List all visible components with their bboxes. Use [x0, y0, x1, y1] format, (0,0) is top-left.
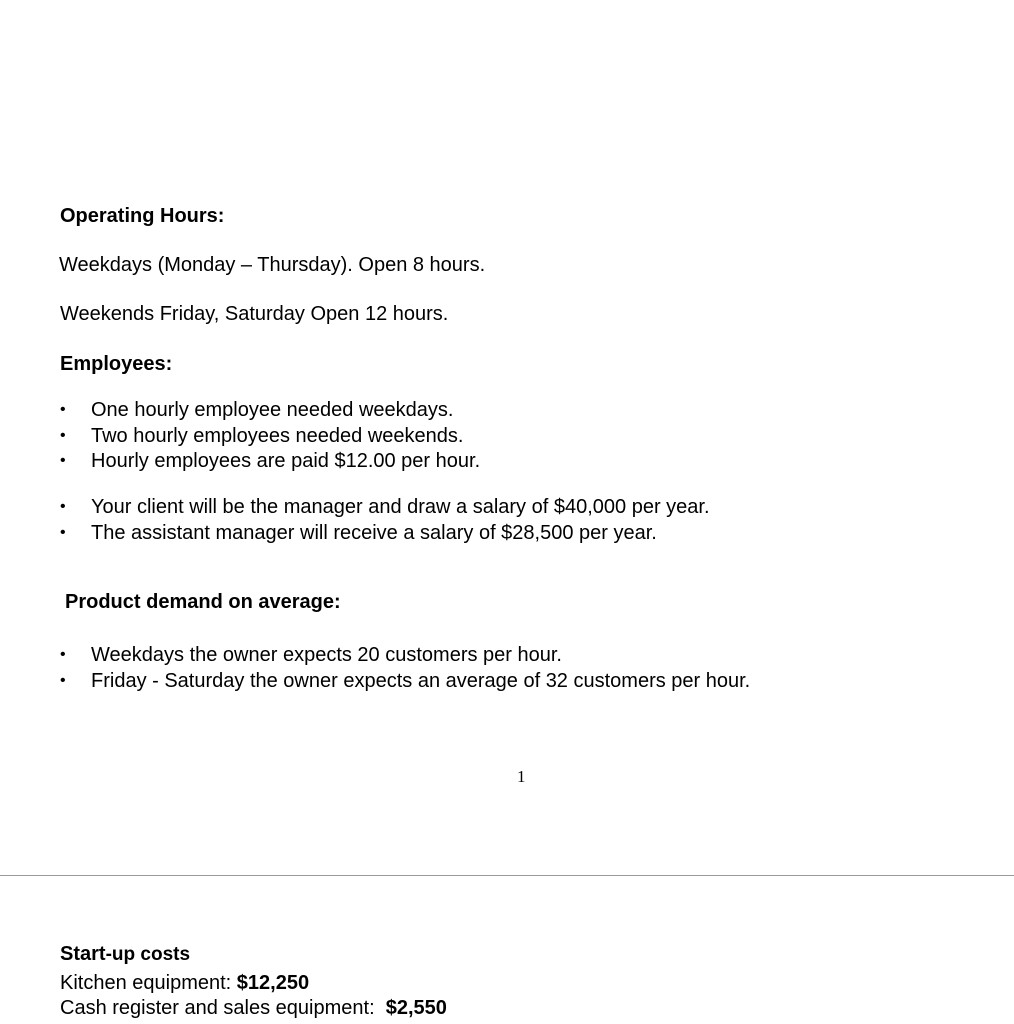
bullet-icon: •: [60, 426, 66, 444]
bullet-icon: •: [60, 452, 66, 469]
product-demand-heading: Product demand on average:: [65, 591, 341, 613]
list-item-text: Weekdays the owner expects 20 customers per hour.: [91, 644, 562, 666]
employees-heading: Employees:: [60, 353, 173, 375]
page-number: 1: [517, 767, 526, 786]
bullet-icon: •: [60, 523, 66, 541]
list-item-text: Friday - Saturday the owner expects an average of 32 customers per hour.: [91, 669, 751, 692]
list-item-text: The assistant manager will receive a salary of $28,500 per year.: [91, 521, 657, 544]
cash-register-line: [60, 996, 447, 1020]
list-item: [58, 449, 480, 475]
document-page-2: [0, 876, 1014, 1024]
list-item-text: Your client will be the manager and draw a salary of $40,000 per year.: [91, 496, 710, 518]
employees-hourly-list: [58, 398, 480, 475]
list-item: [58, 643, 750, 669]
kitchen-equipment-label: Kitchen equipment:: [60, 972, 237, 994]
list-item: [58, 424, 480, 450]
startup-heading-part1: Start: [60, 943, 106, 965]
bullet-icon: •: [60, 401, 66, 418]
kitchen-equipment-value: $12,250: [236, 972, 310, 994]
product-demand-list: [58, 643, 750, 694]
startup-heading-part2: -up costs: [105, 944, 191, 965]
employees-salary-list: [58, 495, 710, 546]
list-item: [58, 521, 710, 547]
weekends-hours-text: Weekends Friday, Saturday Open 12 hours.: [60, 303, 449, 325]
list-item-text: Two hourly employees needed weekends.: [91, 424, 464, 447]
bullet-icon: •: [60, 671, 66, 689]
bullet-icon: •: [60, 498, 66, 515]
bullet-icon: •: [60, 646, 66, 663]
list-item: [58, 495, 710, 521]
cash-register-label: Cash register and sales equipment:: [60, 997, 386, 1019]
operating-hours-heading: Operating Hours:: [60, 205, 225, 227]
startup-costs-heading: [60, 942, 190, 967]
cash-register-value: $2,550: [385, 997, 447, 1019]
list-item: [58, 398, 480, 424]
weekdays-hours-text: Weekdays (Monday – Thursday). Open 8 hours.: [59, 254, 486, 276]
kitchen-equipment-line: [60, 971, 309, 995]
list-item-text: Hourly employees are paid $12.00 per hour.: [91, 450, 481, 472]
list-item: [58, 669, 750, 695]
list-item-text: One hourly employee needed weekdays.: [91, 399, 454, 421]
